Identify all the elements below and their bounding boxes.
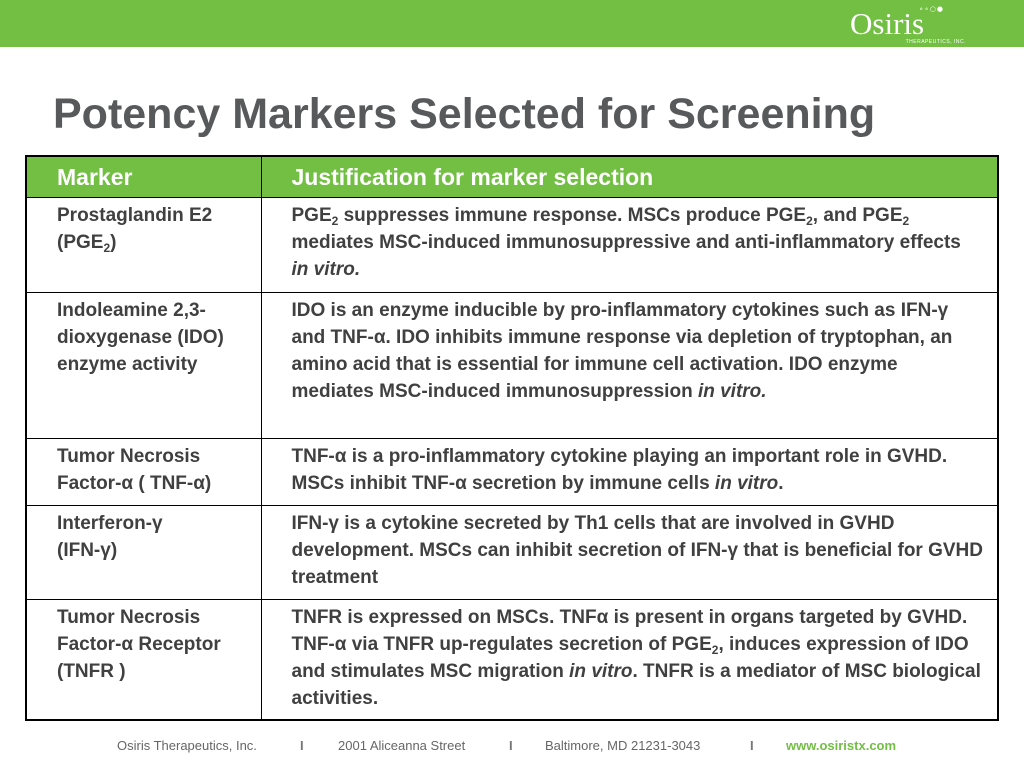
page-title: Potency Markers Selected for Screening (53, 90, 876, 138)
marker-cell: Tumor Necrosis Factor-α Receptor (TNFR ) (26, 600, 261, 720)
table-header-row (26, 156, 998, 198)
marker-cell: Prostaglandin E2 $(PGE_2)$ (26, 198, 261, 293)
footer-website-link[interactable]: www.osiristx.com (786, 738, 897, 753)
footer-separator: I (509, 738, 513, 753)
table-row (26, 198, 998, 293)
footer-separator: I (300, 738, 304, 753)
justification-cell: $PGE_2$ suppresses immune response. MSCs produce $PGE_2$, and $PGE_2$ mediates MSC-induced immunosuppressive and anti-inflammatory effects in vitro. (261, 198, 998, 293)
logo-subtitle: THERAPEUTICS, INC. (905, 39, 966, 45)
justification-cell: IFN-γ is a cytokine secreted by Th1 cells that are involved in GVHD development. MSCs can inhibit secretion of IFN-γ that is beneficial for GVHD treatment (261, 506, 998, 600)
logo-wordmark: Osiris (850, 6, 925, 41)
table-row (26, 506, 998, 600)
justification-cell: IDO is an enzyme inducible by pro-inflammatory cytokines such as IFN-γ and TNF-α. IDO inhibits immune response via depletion of tryptophan, an amino acid that is essential for immune cell activation. IDO enzyme mediates MSC-induced immunosuppression in vitro. (261, 293, 998, 439)
marker-cell: Tumor Necrosis Factor-α ( TNF-α) (26, 439, 261, 506)
top-band (0, 0, 1024, 47)
marker-cell: Interferon-γ (IFN-γ) (26, 506, 261, 600)
logo-dots-icon: ∘∘○● (919, 5, 944, 13)
table-row (26, 439, 998, 506)
header-justification: Justification for marker selection (261, 156, 998, 198)
footer-company: Osiris Therapeutics, Inc. (117, 738, 257, 753)
footer-city: Baltimore, MD 21231-3043 (545, 738, 701, 753)
table-row (26, 600, 998, 720)
footer-street: 2001 Aliceanna Street (338, 738, 466, 753)
osiris-logo (836, 2, 966, 46)
marker-cell: Indoleamine 2,3-dioxygenase (IDO) enzyme activity (26, 293, 261, 439)
markers-table (25, 155, 999, 721)
justification-cell: TNF-α is a pro-inflammatory cytokine playing an important role in GVHD. MSCs inhibit TNF-α secretion by immune cells in vitro. (261, 439, 998, 506)
justification-cell: TNFR is expressed on MSCs. TNFα is present in organs targeted by GVHD. TNF-α via TNFR up-regulates secretion of $PGE_2$, induces expression of IDO and stimulates MSC migration in vitro. TNFR is a mediator of MSC biological activities. (261, 600, 998, 720)
footer (0, 733, 1024, 763)
header-marker: Marker (26, 156, 261, 198)
footer-separator: I (750, 738, 754, 753)
table-row (26, 293, 998, 439)
